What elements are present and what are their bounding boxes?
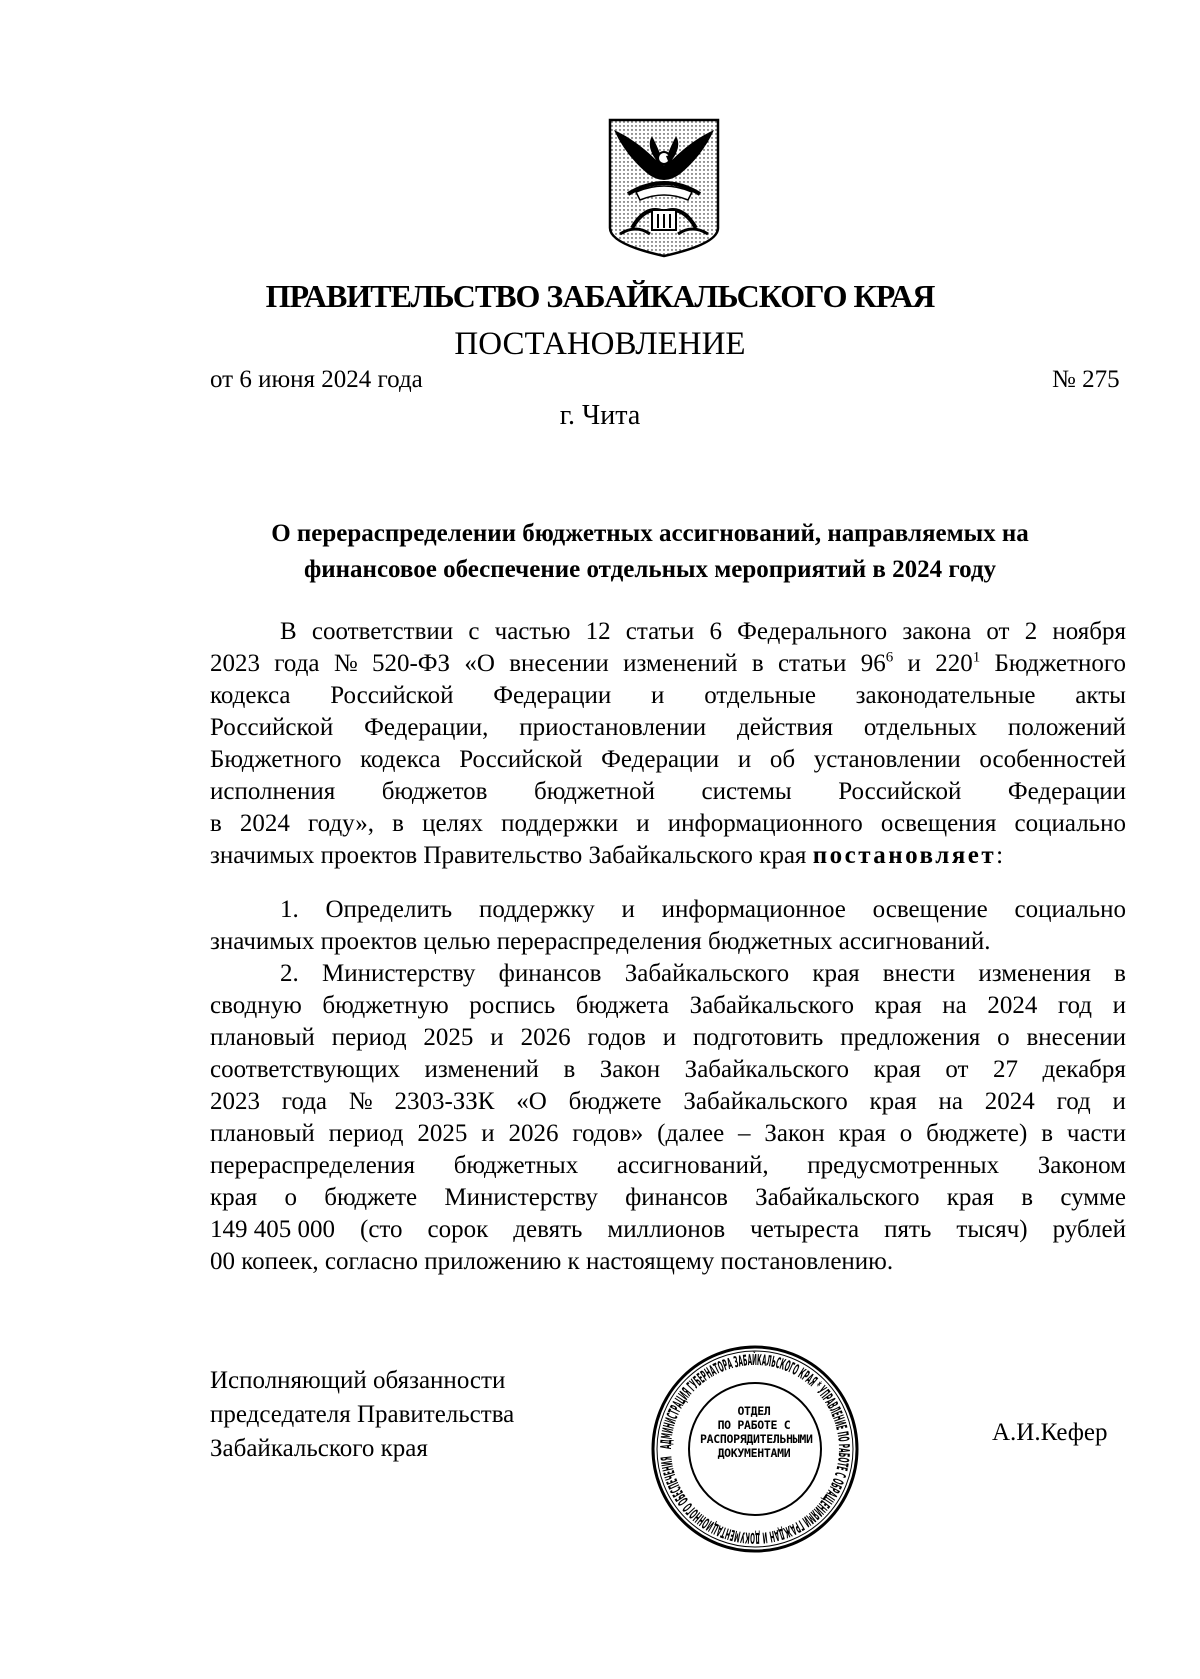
text-word: (далее — [657, 1120, 725, 1147]
text-word: годов — [587, 1024, 646, 1051]
subject-line: О перераспределении бюджетных ассигнований, направляемых на — [271, 520, 1029, 547]
text-word: 2026 — [508, 1120, 559, 1147]
document-body — [210, 616, 1126, 1278]
text-word: Закон — [764, 1120, 825, 1147]
text-word: № — [333, 650, 358, 677]
text-word: (сто — [360, 1216, 403, 1243]
text-word: 2025 — [417, 1120, 468, 1147]
text-word: ассигнований, — [616, 1152, 769, 1179]
text-word: 520-ФЗ — [371, 650, 451, 677]
text-word: в — [1021, 1184, 1034, 1211]
text-word: – — [738, 1120, 751, 1147]
text-word: бюджетной — [533, 778, 656, 805]
text-word: 2 — [1024, 618, 1038, 645]
text-word: Закон — [599, 1056, 661, 1083]
coat-of-arms-emblem — [606, 116, 722, 258]
text-word: информационного — [667, 810, 863, 837]
text-word: девять — [513, 1216, 583, 1243]
text-word: год — [1057, 992, 1093, 1019]
text-word: рублей — [1052, 1216, 1126, 1243]
text-word: Забайкальского — [755, 1184, 920, 1211]
text-word: кодекса — [210, 682, 291, 709]
text-word: на — [938, 1088, 964, 1115]
stamp-line: РАСПОРЯДИТЕЛЬНЫМИ — [700, 1432, 813, 1446]
text-word: изменения — [978, 960, 1091, 987]
text-word: освещение — [872, 896, 988, 923]
text-word: пять — [884, 1216, 932, 1243]
text-word: внесении — [1026, 1024, 1126, 1051]
text-word: годов» — [572, 1120, 644, 1147]
text-word: об — [769, 746, 796, 773]
text-word: Бюджетного — [210, 746, 342, 773]
document-type: ПОСТАНОВЛЕНИЕ — [454, 326, 746, 362]
text-word: Российской — [210, 714, 334, 741]
text-fragment: 00 копеек, согласно приложению к настоящему постановлению. — [210, 1248, 894, 1275]
text-word: и — [481, 1120, 495, 1147]
text-word: плановый — [210, 1024, 315, 1051]
text-word: положений — [1007, 714, 1126, 741]
text-word: сводную — [210, 992, 302, 1019]
text-word: 2023 — [210, 1088, 260, 1115]
text-word: бюджетных — [453, 1152, 579, 1179]
text-word: и — [490, 1024, 504, 1051]
text-word: миллионов — [607, 1216, 726, 1243]
text-word: статьи — [777, 650, 847, 677]
text-word: в — [751, 650, 764, 677]
text-word: установлении — [813, 746, 961, 773]
text-line — [210, 648, 1126, 680]
text-word: 2303-ЗЗК — [394, 1088, 495, 1115]
text-word: 2. — [280, 960, 299, 987]
text-word: от — [945, 1056, 969, 1083]
stamp-line: ДОКУМЕНТАМИ — [717, 1446, 791, 1460]
text-word: 2026 — [520, 1024, 571, 1051]
text-word: В — [280, 618, 297, 645]
text-word: о — [997, 1024, 1010, 1051]
text-word: Федерации — [493, 682, 612, 709]
text-word: 12 — [585, 618, 611, 645]
text-word: 2024 — [987, 992, 1038, 1019]
text-word: отдельных — [863, 714, 977, 741]
article-220: $220^1$ — [935, 649, 981, 677]
text-line — [210, 926, 1126, 958]
text-word: поддержки — [501, 810, 619, 837]
text-word: с — [468, 618, 480, 645]
text-word: целях — [422, 810, 484, 837]
text-word: Забайкальского — [624, 960, 790, 987]
text-word: предложения — [840, 1024, 981, 1051]
signer-title — [210, 1364, 514, 1466]
resolves-word: постановляет — [812, 842, 997, 869]
government-title: ПРАВИТЕЛЬСТВО ЗАБАЙКАЛЬСКОГО КРАЯ — [265, 278, 935, 314]
text-word: и — [651, 682, 665, 709]
text-word: статьи — [625, 618, 695, 645]
text-word: социально — [1014, 896, 1126, 923]
text-word: бюджетов — [381, 778, 488, 805]
text-word: в — [1041, 1120, 1054, 1147]
signer-line: Исполняющий обязанности — [210, 1367, 506, 1394]
text-word: края — [946, 1184, 995, 1211]
text-word: Российской — [838, 778, 962, 805]
text-word: системы — [701, 778, 792, 805]
text-word: края — [812, 960, 860, 987]
stamp-line: ОТДЕЛ — [737, 1404, 771, 1418]
text-word: информационное — [661, 896, 846, 923]
text-word: году», — [308, 810, 375, 837]
text-word: 27 — [992, 1056, 1018, 1083]
text-word: Забайкальского — [683, 1088, 848, 1115]
text-word: Федерации — [601, 746, 720, 773]
text-word: Министерству — [444, 1184, 598, 1211]
text-word: в — [210, 810, 222, 837]
text-word: и — [1112, 1088, 1126, 1115]
text-word: внести — [882, 960, 956, 987]
text-word: акты — [1075, 682, 1126, 709]
text-word: и — [737, 746, 752, 773]
text-word: поддержку — [478, 896, 595, 923]
text-word: 2025 — [423, 1024, 474, 1051]
text-line — [210, 990, 1126, 1022]
text-line — [210, 680, 1126, 712]
text-word: перераспределения — [210, 1152, 416, 1179]
text-word: закона — [902, 618, 972, 645]
text-word: кодекса — [360, 746, 441, 773]
text-word: от — [986, 618, 1010, 645]
text-word: Федерации, — [364, 714, 489, 741]
text-line — [210, 1118, 1126, 1150]
text-word: 149 405 000 — [210, 1216, 335, 1243]
text-line — [210, 840, 1126, 872]
text-line — [210, 1054, 1126, 1086]
text-word: Забайкальского — [689, 992, 854, 1019]
text-word: бюджете — [568, 1088, 662, 1115]
text-word: 6 — [709, 618, 722, 645]
text-word: о — [284, 1184, 297, 1211]
text-word: на — [942, 992, 967, 1019]
stamp-center-text — [700, 1404, 813, 1460]
text-word: края — [869, 1088, 917, 1115]
text-word: период — [331, 1024, 407, 1051]
signer-line: Забайкальского края — [210, 1435, 428, 1462]
text-word: ноября — [1052, 618, 1126, 645]
text-line — [210, 616, 1126, 648]
text-fragment: значимых проектов целью перераспределения бюджетных ассигнований. — [210, 928, 991, 955]
text-word: части — [1066, 1120, 1126, 1147]
text-word: бюджете — [324, 1184, 418, 1211]
text-word: законодательные — [855, 682, 1036, 709]
text-word: года — [281, 1088, 328, 1115]
text-word: финансов — [625, 1184, 728, 1211]
text-word: тысяч) — [956, 1216, 1028, 1243]
stamp-line: ПО РАБОТЕ С — [717, 1418, 791, 1432]
text-line — [210, 1214, 1126, 1246]
text-word: Забайкальского — [684, 1056, 850, 1083]
text-word: Определить — [325, 896, 453, 923]
text-word: № — [348, 1088, 373, 1115]
text-word: и — [636, 810, 650, 837]
text-word: края — [838, 1120, 886, 1147]
text-word: бюджете) — [926, 1120, 1028, 1147]
text-word: Законом — [1037, 1152, 1126, 1179]
text-word: 1. — [280, 896, 299, 923]
text-word: сумме — [1060, 1184, 1126, 1211]
text-word: Министерству — [321, 960, 476, 987]
text-word: Бюджетного — [994, 650, 1126, 677]
text-word: в — [1114, 960, 1126, 987]
text-fragment: : — [996, 842, 1004, 869]
text-word: бюджетную — [322, 992, 449, 1019]
text-line — [210, 958, 1126, 990]
text-word: и — [907, 650, 921, 677]
text-line — [210, 1246, 1126, 1278]
document-date: от 6 июня 2024 года — [210, 366, 423, 393]
signer-name: А.И.Кефер — [992, 1419, 1108, 1446]
text-word: подготовить — [693, 1024, 824, 1051]
article-96: $96^6$ — [860, 649, 894, 677]
text-line — [210, 712, 1126, 744]
text-word: «О — [516, 1088, 547, 1115]
document-number: № 275 — [1052, 366, 1120, 393]
text-word: края — [873, 1056, 921, 1083]
text-word: 2024 — [984, 1088, 1035, 1115]
text-word: 2024 — [239, 810, 290, 837]
text-word: освещения — [880, 810, 997, 837]
text-word: декабря — [1042, 1056, 1126, 1083]
text-word: в — [563, 1056, 576, 1083]
text-word: Российской — [330, 682, 454, 709]
text-line — [210, 744, 1126, 776]
signer-line: председателя Правительства — [210, 1401, 515, 1428]
document-city: г. Чита — [559, 400, 641, 431]
text-word: бюджета — [575, 992, 670, 1019]
text-word: плановый — [210, 1120, 315, 1147]
text-word: особенностей — [979, 746, 1126, 773]
text-line — [210, 894, 1126, 926]
text-line — [210, 1182, 1126, 1214]
text-word: и — [1112, 992, 1126, 1019]
text-word: 2023 — [210, 650, 260, 677]
text-word: Федерального — [737, 618, 888, 645]
text-word: о — [899, 1120, 913, 1147]
text-word: изменений — [424, 1056, 539, 1083]
text-word: и — [621, 896, 635, 923]
text-word: действия — [737, 714, 833, 741]
text-word: роспись — [469, 992, 556, 1019]
text-word: период — [328, 1120, 404, 1147]
text-word: четыреста — [750, 1216, 860, 1243]
text-word: приостановлении — [519, 714, 707, 741]
text-word: частью — [494, 618, 571, 645]
text-word: соответствии — [311, 618, 454, 645]
text-word: Российской — [459, 746, 583, 773]
text-word: Федерации — [1007, 778, 1126, 805]
text-line — [210, 776, 1126, 808]
text-word: года — [274, 650, 320, 677]
document-subject — [210, 516, 1090, 588]
text-word: исполнения — [210, 778, 336, 805]
text-line — [210, 1150, 1126, 1182]
text-word: и — [662, 1024, 677, 1051]
text-word: предусмотренных — [807, 1152, 1000, 1179]
subject-line: финансовое обеспечение отдельных мероприятий в 2024 году — [303, 556, 997, 583]
text-fragment: значимых проектов Правительство Забайкальского края — [210, 842, 807, 869]
text-line — [210, 1086, 1126, 1118]
text-word: края — [874, 992, 922, 1019]
text-word: «О — [464, 650, 495, 677]
text-word: соответствующих — [210, 1056, 400, 1083]
text-word: изменений — [623, 650, 738, 677]
text-word: внесении — [509, 650, 609, 677]
text-word: сорок — [427, 1216, 489, 1243]
text-word: социально — [1014, 810, 1126, 837]
text-line — [210, 808, 1126, 840]
stamp-ring-text: АДМИНИСТРАЦИЯ ГУБЕРНАТОРА ЗАБАЙКАЛЬСКОГО КРАЯ * УПРАВЛЕНИЕ ПО РАБОТЕ С ОБРАЩЕНИЯМИ ГРАЖДАН И ДОКУМЕНТАЦИОННОГО ОБЕСПЕЧЕНИЯ — [656, 1350, 854, 1548]
text-word: год — [1056, 1088, 1091, 1115]
text-word: финансов — [498, 960, 602, 987]
text-word: в — [392, 810, 404, 837]
text-line — [210, 1022, 1126, 1054]
text-word: отдельные — [704, 682, 816, 709]
text-word: края — [210, 1184, 258, 1211]
